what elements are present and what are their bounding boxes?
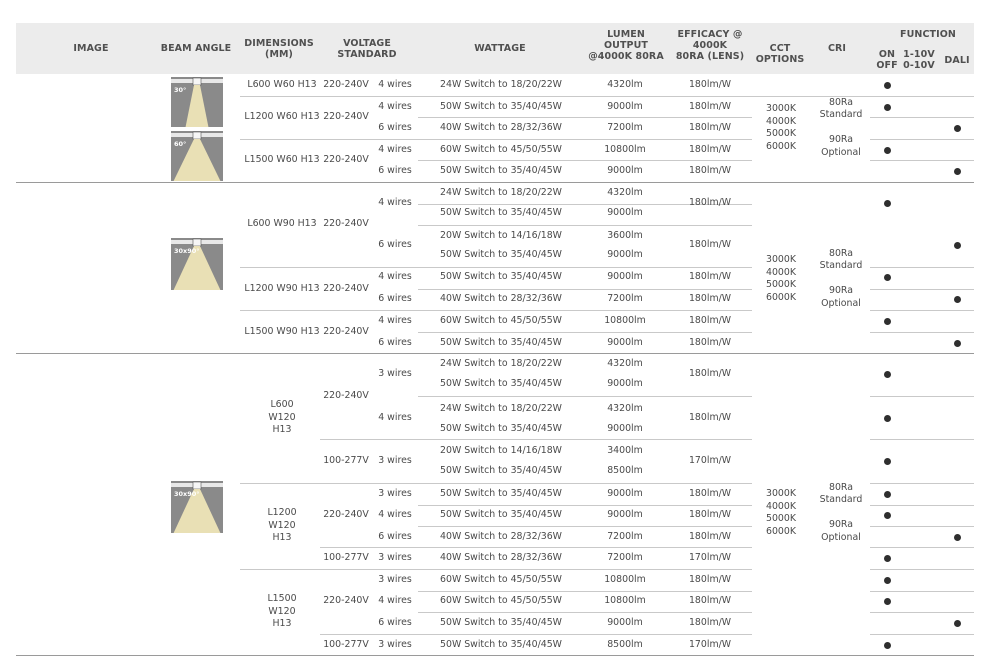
wattage-cell: 50W Switch to 35/40/45W bbox=[440, 271, 562, 282]
row-rule bbox=[870, 310, 974, 311]
lumen-cell: 9000lm bbox=[607, 271, 643, 282]
cct-cell: 3000K 4000K 5000K 6000K bbox=[765, 254, 796, 303]
efficacy-cell: 180lm/W bbox=[688, 144, 732, 155]
group-divider bbox=[16, 655, 974, 656]
cri-cell: 80Ra Standard 90Ra Optional bbox=[819, 247, 863, 309]
beam-angle-label: 30x90° bbox=[174, 247, 200, 255]
row-rule bbox=[418, 396, 752, 397]
efficacy-cell: 170lm/W bbox=[688, 552, 732, 563]
header-lumen: LUMEN OUTPUT @4000K 80RA bbox=[588, 29, 664, 62]
lumen-cell: 3600lm bbox=[607, 230, 643, 241]
cct-cell: 3000K 4000K 5000K 6000K bbox=[765, 103, 796, 152]
dali-dot bbox=[954, 296, 961, 303]
lumen-cell: 7200lm bbox=[607, 293, 643, 304]
voltage-cell: 220-240V bbox=[323, 79, 369, 90]
wattage-cell: 50W Switch to 35/40/45W bbox=[440, 249, 562, 260]
row-rule bbox=[418, 612, 752, 613]
lumen-cell: 9000lm bbox=[607, 509, 643, 520]
voltage-cell: 100-277V bbox=[323, 552, 369, 563]
voltage-cell: 220-240V bbox=[323, 326, 369, 337]
lumen-cell: 4320lm bbox=[607, 358, 643, 369]
beam-angle-image bbox=[171, 131, 223, 181]
dimension-cell: L1500 W120 H13 bbox=[267, 593, 297, 630]
row-rule bbox=[870, 332, 974, 333]
wires-cell: 4 wires bbox=[378, 412, 412, 423]
on-off-dot bbox=[884, 642, 891, 649]
efficacy-cell: 180lm/W bbox=[688, 337, 732, 348]
row-rule bbox=[870, 289, 974, 290]
wires-cell: 3 wires bbox=[378, 488, 412, 499]
dimension-cell: L1200 W120 H13 bbox=[267, 507, 297, 544]
row-rule bbox=[240, 483, 752, 484]
wattage-cell: 60W Switch to 45/50/55W bbox=[440, 574, 562, 585]
row-rule bbox=[870, 612, 974, 613]
header-beam-angle: BEAM ANGLE bbox=[160, 43, 232, 54]
lumen-cell: 7200lm bbox=[607, 531, 643, 542]
row-rule bbox=[418, 526, 752, 527]
dali-dot bbox=[954, 620, 961, 627]
dali-dot bbox=[954, 534, 961, 541]
lumen-cell: 9000lm bbox=[607, 165, 643, 176]
row-rule bbox=[870, 160, 974, 161]
row-rule bbox=[870, 634, 974, 635]
wattage-cell: 24W Switch to 18/20/22W bbox=[440, 358, 562, 369]
on-off-dot bbox=[884, 415, 891, 422]
lumen-cell: 9000lm bbox=[607, 378, 643, 389]
wattage-cell: 50W Switch to 35/40/45W bbox=[440, 337, 562, 348]
wattage-cell: 50W Switch to 35/40/45W bbox=[440, 378, 562, 389]
lumen-cell: 10800lm bbox=[604, 315, 646, 326]
lumen-cell: 3400lm bbox=[607, 445, 643, 456]
wires-cell: 6 wires bbox=[378, 531, 412, 542]
on-off-dot bbox=[884, 555, 891, 562]
lumen-cell: 9000lm bbox=[607, 488, 643, 499]
efficacy-cell: 180lm/W bbox=[688, 165, 732, 176]
lumen-cell: 9000lm bbox=[607, 617, 643, 628]
dali-dot bbox=[954, 168, 961, 175]
header-dimensions: DIMENSIONS (MM) bbox=[244, 38, 314, 60]
lumen-cell: 7200lm bbox=[607, 122, 643, 133]
row-rule bbox=[418, 160, 752, 161]
wattage-cell: 60W Switch to 45/50/55W bbox=[440, 144, 562, 155]
beam-angle-image bbox=[171, 238, 223, 290]
wattage-cell: 24W Switch to 18/20/22W bbox=[440, 187, 562, 198]
dimension-cell: L600 W60 H13 bbox=[247, 79, 317, 90]
wires-cell: 6 wires bbox=[378, 617, 412, 628]
wires-cell: 4 wires bbox=[378, 79, 412, 90]
wires-cell: 4 wires bbox=[378, 595, 412, 606]
efficacy-cell: 180lm/W bbox=[688, 197, 732, 208]
on-off-dot bbox=[884, 491, 891, 498]
header-wattage: WATTAGE bbox=[474, 43, 526, 54]
row-rule bbox=[240, 267, 752, 268]
voltage-cell: 100-277V bbox=[323, 455, 369, 466]
wires-cell: 3 wires bbox=[378, 574, 412, 585]
dimension-cell: L1200 W90 H13 bbox=[244, 283, 320, 294]
efficacy-cell: 180lm/W bbox=[688, 531, 732, 542]
wattage-cell: 50W Switch to 35/40/45W bbox=[440, 465, 562, 476]
on-off-dot bbox=[884, 577, 891, 584]
lumen-cell: 9000lm bbox=[607, 337, 643, 348]
row-rule bbox=[418, 505, 752, 506]
wires-cell: 6 wires bbox=[378, 293, 412, 304]
on-off-dot bbox=[884, 82, 891, 89]
on-off-dot bbox=[884, 200, 891, 207]
wires-cell: 6 wires bbox=[378, 337, 412, 348]
row-rule bbox=[418, 225, 752, 226]
wattage-cell: 50W Switch to 35/40/45W bbox=[440, 509, 562, 520]
efficacy-cell: 180lm/W bbox=[688, 412, 732, 423]
row-rule bbox=[240, 139, 752, 140]
beam-cone-graphic bbox=[171, 481, 223, 533]
cri-cell: 80Ra Standard 90Ra Optional bbox=[819, 481, 863, 543]
dali-dot bbox=[954, 340, 961, 347]
wires-cell: 6 wires bbox=[378, 239, 412, 250]
wattage-cell: 40W Switch to 28/32/36W bbox=[440, 122, 562, 133]
row-rule bbox=[870, 139, 974, 140]
lumen-cell: 9000lm bbox=[607, 207, 643, 218]
voltage-cell: 220-240V bbox=[323, 111, 369, 122]
on-off-dot bbox=[884, 147, 891, 154]
header-fn-dim: 1-10V 0-10V bbox=[903, 49, 935, 71]
wattage-cell: 40W Switch to 28/32/36W bbox=[440, 552, 562, 563]
lumen-cell: 10800lm bbox=[604, 144, 646, 155]
wires-cell: 4 wires bbox=[378, 509, 412, 520]
efficacy-cell: 180lm/W bbox=[688, 293, 732, 304]
row-rule bbox=[870, 526, 974, 527]
efficacy-cell: 180lm/W bbox=[688, 315, 732, 326]
dimension-cell: L1500 W90 H13 bbox=[244, 326, 320, 337]
row-rule bbox=[870, 483, 974, 484]
wires-cell: 4 wires bbox=[378, 101, 412, 112]
row-rule bbox=[240, 310, 752, 311]
lumen-cell: 4320lm bbox=[607, 187, 643, 198]
row-rule bbox=[870, 267, 974, 268]
wattage-cell: 50W Switch to 35/40/45W bbox=[440, 165, 562, 176]
row-rule bbox=[870, 547, 974, 548]
group-divider bbox=[16, 182, 974, 183]
row-rule bbox=[870, 505, 974, 506]
header-cct: CCT OPTIONS bbox=[755, 43, 805, 65]
lumen-cell: 8500lm bbox=[607, 639, 643, 650]
beam-angle-image bbox=[171, 481, 223, 533]
efficacy-cell: 170lm/W bbox=[688, 455, 732, 466]
wires-cell: 3 wires bbox=[378, 368, 412, 379]
lumen-cell: 7200lm bbox=[607, 552, 643, 563]
beam-cone-graphic bbox=[171, 77, 223, 127]
dimension-cell: L600 W120 H13 bbox=[268, 399, 296, 436]
wattage-cell: 60W Switch to 45/50/55W bbox=[440, 595, 562, 606]
wattage-cell: 20W Switch to 14/16/18W bbox=[440, 445, 562, 456]
wattage-cell: 40W Switch to 28/32/36W bbox=[440, 293, 562, 304]
dali-dot bbox=[954, 242, 961, 249]
header-cri: CRI bbox=[827, 43, 847, 54]
wattage-cell: 40W Switch to 28/32/36W bbox=[440, 531, 562, 542]
wattage-cell: 50W Switch to 35/40/45W bbox=[440, 207, 562, 218]
dimension-cell: L600 W90 H13 bbox=[247, 218, 317, 229]
efficacy-cell: 180lm/W bbox=[688, 101, 732, 112]
header-image: IMAGE bbox=[73, 43, 109, 54]
wires-cell: 3 wires bbox=[378, 455, 412, 466]
beam-angle-label: 30° bbox=[174, 86, 187, 94]
lumen-cell: 9000lm bbox=[607, 101, 643, 112]
dimension-cell: L1200 W60 H13 bbox=[244, 111, 320, 122]
beam-angle-label: 30x90° bbox=[174, 490, 200, 498]
voltage-cell: 100-277V bbox=[323, 639, 369, 650]
row-rule bbox=[418, 591, 752, 592]
wires-cell: 4 wires bbox=[378, 197, 412, 208]
voltage-cell: 220-240V bbox=[323, 218, 369, 229]
row-rule bbox=[418, 117, 752, 118]
efficacy-cell: 180lm/W bbox=[688, 271, 732, 282]
header-function: FUNCTION bbox=[900, 29, 956, 40]
voltage-cell: 220-240V bbox=[323, 390, 369, 401]
beam-angle-label: 60° bbox=[174, 140, 187, 148]
lumen-cell: 9000lm bbox=[607, 423, 643, 434]
wires-cell: 3 wires bbox=[378, 639, 412, 650]
efficacy-cell: 180lm/W bbox=[688, 122, 732, 133]
efficacy-cell: 180lm/W bbox=[688, 595, 732, 606]
lumen-cell: 10800lm bbox=[604, 595, 646, 606]
lumen-cell: 4320lm bbox=[607, 79, 643, 90]
wattage-cell: 24W Switch to 18/20/22W bbox=[440, 79, 562, 90]
row-rule bbox=[240, 569, 752, 570]
on-off-dot bbox=[884, 512, 891, 519]
efficacy-cell: 180lm/W bbox=[688, 509, 732, 520]
voltage-cell: 220-240V bbox=[323, 283, 369, 294]
on-off-dot bbox=[884, 104, 891, 111]
efficacy-cell: 180lm/W bbox=[688, 488, 732, 499]
header-voltage: VOLTAGE STANDARD bbox=[337, 38, 397, 60]
wires-cell: 3 wires bbox=[378, 552, 412, 563]
lumen-cell: 10800lm bbox=[604, 574, 646, 585]
wattage-cell: 50W Switch to 35/40/45W bbox=[440, 101, 562, 112]
lumen-cell: 8500lm bbox=[607, 465, 643, 476]
header-efficacy: EFFICACY @ 4000K 80RA (LENS) bbox=[675, 29, 745, 62]
efficacy-cell: 180lm/W bbox=[688, 368, 732, 379]
row-rule bbox=[870, 439, 974, 440]
wires-cell: 4 wires bbox=[378, 144, 412, 155]
lumen-cell: 4320lm bbox=[607, 403, 643, 414]
row-rule bbox=[870, 396, 974, 397]
row-rule bbox=[320, 439, 752, 440]
efficacy-cell: 170lm/W bbox=[688, 639, 732, 650]
beam-cone-graphic bbox=[171, 238, 223, 290]
wattage-cell: 20W Switch to 14/16/18W bbox=[440, 230, 562, 241]
on-off-dot bbox=[884, 318, 891, 325]
group-divider bbox=[16, 353, 974, 354]
header-fn-onoff: ON OFF bbox=[876, 49, 898, 71]
row-rule bbox=[320, 634, 752, 635]
efficacy-cell: 180lm/W bbox=[688, 574, 732, 585]
wattage-cell: 50W Switch to 35/40/45W bbox=[440, 639, 562, 650]
row-rule bbox=[870, 591, 974, 592]
wattage-cell: 50W Switch to 35/40/45W bbox=[440, 423, 562, 434]
voltage-cell: 220-240V bbox=[323, 154, 369, 165]
on-off-dot bbox=[884, 458, 891, 465]
efficacy-cell: 180lm/W bbox=[688, 617, 732, 628]
wires-cell: 4 wires bbox=[378, 271, 412, 282]
on-off-dot bbox=[884, 371, 891, 378]
lumen-cell: 9000lm bbox=[607, 249, 643, 260]
dimension-cell: L1500 W60 H13 bbox=[244, 154, 320, 165]
row-rule bbox=[418, 332, 752, 333]
wattage-cell: 60W Switch to 45/50/55W bbox=[440, 315, 562, 326]
dali-dot bbox=[954, 125, 961, 132]
voltage-cell: 220-240V bbox=[323, 595, 369, 606]
row-rule bbox=[418, 289, 752, 290]
beam-angle-image bbox=[171, 77, 223, 127]
wattage-cell: 50W Switch to 35/40/45W bbox=[440, 488, 562, 499]
cct-cell: 3000K 4000K 5000K 6000K bbox=[765, 488, 796, 537]
wires-cell: 6 wires bbox=[378, 165, 412, 176]
voltage-cell: 220-240V bbox=[323, 509, 369, 520]
beam-cone-graphic bbox=[171, 131, 223, 181]
row-rule bbox=[870, 117, 974, 118]
on-off-dot bbox=[884, 274, 891, 281]
wires-cell: 4 wires bbox=[378, 315, 412, 326]
cri-cell: 80Ra Standard 90Ra Optional bbox=[819, 96, 863, 158]
wires-cell: 6 wires bbox=[378, 122, 412, 133]
efficacy-cell: 180lm/W bbox=[688, 79, 732, 90]
row-rule bbox=[870, 569, 974, 570]
wattage-cell: 24W Switch to 18/20/22W bbox=[440, 403, 562, 414]
on-off-dot bbox=[884, 598, 891, 605]
header-fn-dali: DALI bbox=[944, 55, 970, 66]
efficacy-cell: 180lm/W bbox=[688, 239, 732, 250]
row-rule bbox=[320, 547, 752, 548]
wattage-cell: 50W Switch to 35/40/45W bbox=[440, 617, 562, 628]
